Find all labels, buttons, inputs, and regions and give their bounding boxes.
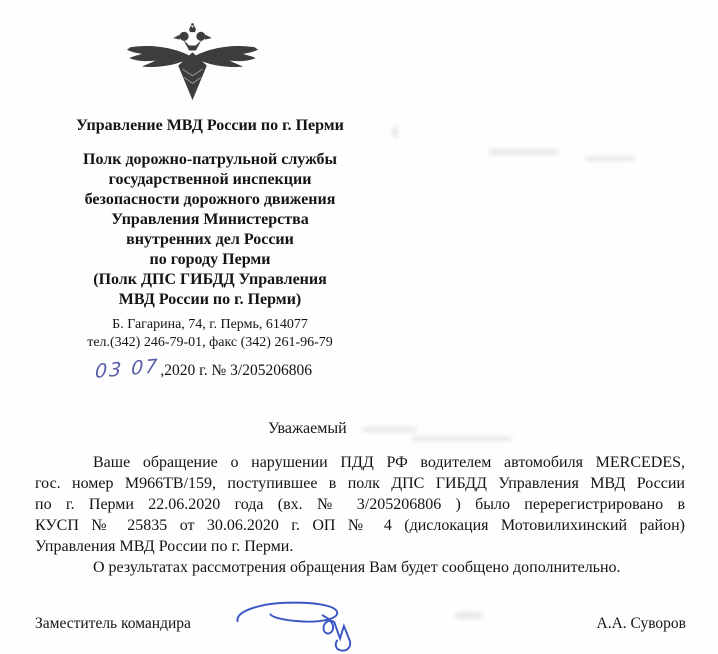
org-address: [55, 316, 365, 352]
text-line: государственной инспекции: [108, 171, 312, 188]
text-line: Полк дорожно-патрульной службы: [83, 151, 337, 168]
scan-artifact: [392, 126, 398, 138]
body-paragraph-2: О результатах рассмотрения обращения Вам будет сообщено дополнительно.: [93, 559, 621, 576]
typed-date-number: ,2020 г. № 3/205206806: [160, 362, 312, 379]
text-line: гос. номер М966ТВ/159, поступившее в полк ДПС ГИБДД Управления МВД России: [35, 475, 685, 492]
mvd-double-headed-eagle-icon: [125, 22, 260, 106]
handwritten-date: 03 07: [94, 355, 160, 383]
text-line: КУСП № 25835 от 30.06.2020 г. ОП № 4 (дислокация Мотовилихинский район): [35, 517, 685, 534]
signer-position-title: Заместитель командира: [35, 615, 191, 632]
scan-artifact: [412, 436, 512, 441]
signer-name: А.А. Суворов: [596, 615, 686, 632]
division-name-block: [55, 150, 365, 310]
scan-artifact: [585, 156, 635, 161]
scan-artifact: [362, 427, 417, 432]
text-line: МВД России по г. Перми): [118, 291, 302, 308]
org-title: Управление МВД России по г. Перми: [76, 117, 344, 134]
text-line: внутренних дел России: [126, 231, 294, 248]
handwritten-signature-icon: [225, 596, 370, 654]
text-line: (Полк ДПС ГИБДД Управления: [93, 271, 327, 288]
scan-artifact: [488, 149, 558, 155]
text-line: Управления МВД России по г. Перми.: [35, 538, 294, 555]
body-paragraph-1: [35, 452, 685, 557]
letter-body: [35, 452, 685, 578]
text-line: Управления Министерства: [111, 211, 309, 228]
text-line: Ваше обращение о нарушении ПДД РФ водителем автомобиля MERCEDES,: [93, 454, 685, 471]
text-line: по г. Перми 22.06.2020 года (вх. № 3/205206806 ) было перерегистрировано в: [35, 496, 685, 513]
text-line: по городу Перми: [149, 251, 271, 268]
date-and-number-line: [94, 355, 312, 383]
text-line: безопасности дорожного движения: [84, 191, 336, 208]
address-phone-line: тел.(342) 246-79-01, факс (342) 261-96-79: [87, 335, 333, 350]
scan-artifact: [455, 612, 483, 619]
address-line: Б. Гагарина, 74, г. Пермь, 614077: [112, 317, 308, 332]
salutation: Уважаемый: [268, 420, 347, 437]
